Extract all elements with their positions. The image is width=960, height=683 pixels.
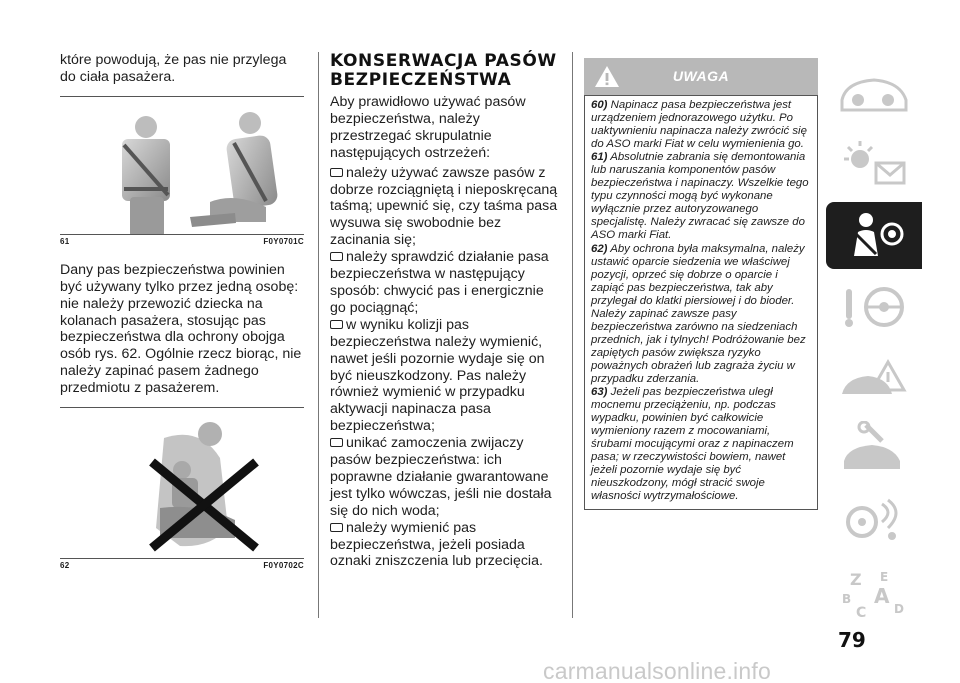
svg-text:C: C xyxy=(856,605,867,619)
figure-61-caption xyxy=(60,235,304,246)
figure-code: F0Y0701C xyxy=(263,236,304,246)
bullet-item: należy sprawdzić działanie pasa bezpieczeństwa w następujący sposób: chwycić pas i energicznie go pociągnąć; xyxy=(330,249,549,316)
tab-safety[interactable] xyxy=(826,202,922,269)
svg-text:A: A xyxy=(874,584,890,608)
bullet-item: w wyniku kolizji pas bezpieczeństwa należy wymienić, nawet jeśli pozornie wydaje się on być nieuszkodzony. Pas należy również wymienić w przypadku aktywacji napinacza pasa bezpieczeństwa; xyxy=(330,316,545,435)
figure-62-caption xyxy=(60,559,304,570)
warning-note: 60) Napinacz pasa bezpieczeństwa jest urządzeniem jednorazowego użytku. Po uaktywnieniu napinacza należy zwrócić się do ASO marki Fiat w celu wymienienia go. xyxy=(591,99,807,151)
warning-lights-icon xyxy=(836,137,912,193)
seatbelt-illustration-adults xyxy=(60,97,304,234)
svg-text:E: E xyxy=(880,570,889,584)
steering-wheel-icon xyxy=(836,279,912,335)
tab-index[interactable] xyxy=(826,557,922,624)
figure-number: 62 xyxy=(60,561,70,571)
warning-note: 62) Aby ochrona była maksymalna, należy ustawić oparcie siedzenia we właściwej pozycji, oprzeć się dobrze o oparcie i zapiąć pas bezpieczeństwa, tak aby przylegał do klatki piersiowej i do bioder. Należy zapinać zawsze pasy bezpieczeństwa zarówno na siedzeniach przednich, jak i tylnych! Podróżowanie bez zapiętych pasów zwiększa ryzyko poważnych obrażeń lub zagraża życiu w przypadku zderzania. xyxy=(591,242,806,385)
warning-header xyxy=(584,58,818,95)
bullet-item: należy używać zawsze pasów z dobrze rozciągniętą i nieposkręcaną taśmą; upewnić się, czy taśma pasa wysuwa się swobodnie bez zacinania się; xyxy=(330,164,558,249)
tab-emergency[interactable] xyxy=(826,344,922,411)
paragraph: Dany pas bezpieczeństwa powinien być używany tylko przez jedną osobę: nie należy przewozić dziecka na kolanach pasażera, stosując pas bezpieczeństwa dla ochrony obojga osób rys. 62. Ogólnie rzecz biorąc, nie należy zapinać pasem żadnego przedmiotu z pasażerem. xyxy=(60,261,302,397)
tab-driving[interactable] xyxy=(826,273,922,340)
intro-text: które powodują, że pas nie przylega do ciała pasażera. xyxy=(60,52,287,85)
car-dashboard-icon xyxy=(836,66,912,122)
chapter-tabs xyxy=(826,60,922,628)
figure-code: F0Y0702C xyxy=(263,561,304,571)
section-heading: KONSERWACJA PASÓW BEZPIECZEŃSTWA xyxy=(330,51,557,90)
column-separator xyxy=(318,52,319,618)
tab-multimedia[interactable] xyxy=(826,486,922,553)
tab-dashboard[interactable] xyxy=(826,60,922,127)
tab-warning-lights[interactable] xyxy=(826,131,922,198)
warning-panel xyxy=(584,58,818,510)
multimedia-icon xyxy=(836,492,912,548)
intro-text: Aby prawidłowo używać pasów bezpieczeństwa, należy przestrzegać skrupulatnie następujących ostrzeżeń: xyxy=(330,94,526,161)
svg-text:Z: Z xyxy=(850,570,862,589)
square-bullet-icon xyxy=(330,168,343,177)
warning-note: 63) Jeżeli pas bezpieczeństwa uległ mocnemu przeciążeniu, np. podczas wypadku, powinien być całkowicie wymieniony razem z mocowaniami, śrubami mocującymi oraz z napinaczem pasa; w rzeczywistości bowiem, nawet jeżeli pozornie wydaje się być nieuszkodzony, mógł stracić swoje własności wytrzymałościowe. xyxy=(591,386,794,503)
page-number: 79 xyxy=(838,628,866,652)
square-bullet-icon xyxy=(330,438,343,447)
warning-title: UWAGA xyxy=(672,68,730,84)
seatbelt-airbag-icon xyxy=(836,208,912,264)
warning-body xyxy=(584,95,818,510)
figure-62 xyxy=(60,408,304,558)
figure-number: 61 xyxy=(60,236,70,246)
figure-61 xyxy=(60,97,304,234)
svg-text:B: B xyxy=(842,592,852,606)
column-separator xyxy=(572,52,573,618)
svg-text:D: D xyxy=(894,602,904,616)
square-bullet-icon xyxy=(330,252,343,261)
seatbelt-illustration-child-on-lap xyxy=(60,408,304,558)
tab-maintenance[interactable] xyxy=(826,415,922,482)
emergency-triangle-icon xyxy=(836,350,912,406)
warning-note: 61) Absolutnie zabrania się demontowania lub naruszania komponentów pasów bezpieczeństwa i napinaczy. Wszelkie tego typu czynności mogą być wykonane wyłącznie przez autoryzowanego specjalistę. Należy zwracać się zawsze do ASO marki Fiat. xyxy=(591,151,809,242)
square-bullet-icon xyxy=(330,320,343,329)
maintenance-tools-icon xyxy=(836,421,912,477)
square-bullet-icon xyxy=(330,523,343,532)
bullet-item: należy wymienić pas bezpieczeństwa, jeżeli posiada oznaki zniszczenia lub przecięcia. xyxy=(330,519,543,570)
watermark: carmanualsonline.info xyxy=(543,658,771,683)
alphabetical-index-icon xyxy=(836,563,912,619)
middle-column xyxy=(330,52,560,570)
bullet-item: unikać zamoczenia zwijaczy pasów bezpieczeństwa: ich poprawne działanie gwarantowane jest tylko wówczas, jeśli nie dostała się do nich woda; xyxy=(330,435,552,519)
left-column xyxy=(60,52,304,570)
